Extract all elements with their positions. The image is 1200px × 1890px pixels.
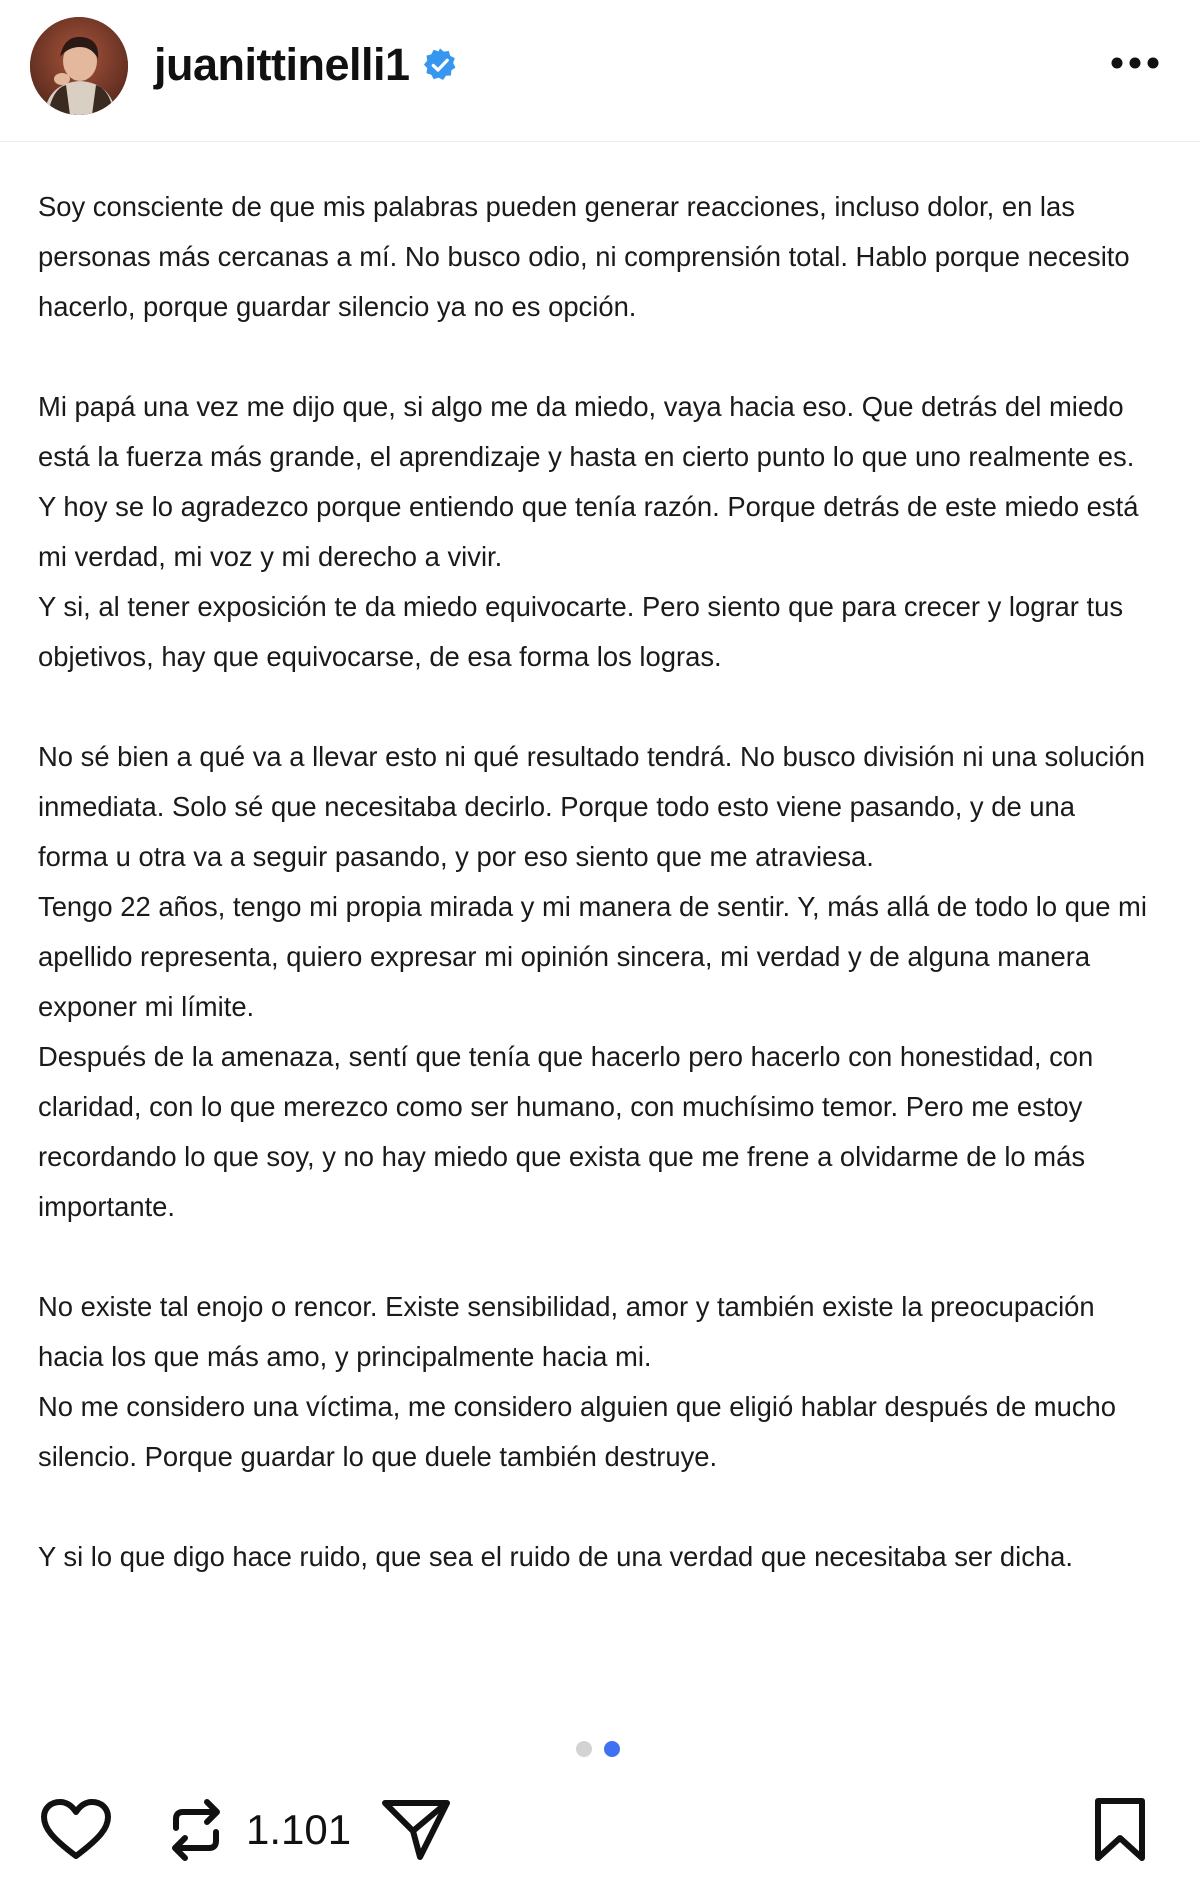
action-bar [0,1790,1200,1870]
paragraph-spacer [38,1232,1148,1282]
repost-icon [164,1795,228,1865]
more-horizontal-icon [1110,56,1160,70]
save-button[interactable] [1090,1790,1150,1870]
paragraph-2: Mi papá una vez me dijo que, si algo me da miedo, vaya hacia eso. Que detrás del miedo está la fuerza más grande, el aprendizaje y hasta en cierto punto lo que uno realmente es. Y hoy se lo agradezco porque entiendo que tenía razón. Porque detrás de este miedo está mi verdad, mi voz y mi derecho a vivir. [38,391,1139,572]
paragraph-8: No me considero una víctima, me considero alguien que eligió hablar después de mucho silencio. Porque guardar lo que duele también destruye. [38,1391,1116,1472]
verified-check-icon [422,47,458,83]
paragraph-spacer [38,682,1148,732]
paragraph-spacer [38,332,1148,382]
carousel-indicator [576,1741,620,1757]
avatar[interactable] [30,17,128,115]
send-icon [380,1797,452,1863]
bookmark-icon [1090,1796,1150,1864]
paragraph-3: Y si, al tener exposición te da miedo equivocarte. Pero siento que para crecer y lograr tus objetivos, hay que equivocarse, de esa forma los logras. [38,591,1124,672]
paragraph-7: No existe tal enojo o rencor. Existe sensibilidad, amor y también existe la preocupación hacia los que más amo, y principalmente hacia mi. [38,1291,1095,1372]
paragraph-9: Y si lo que digo hace ruido, que sea el ruido de una verdad que necesitaba ser dicha. [38,1541,1073,1572]
paragraph-4: No sé bien a qué va a llevar esto ni qué resultado tendrá. No busco división ni una solución inmediata. Solo sé que necesitaba decirlo. Porque todo esto viene pasando, y de una forma u otra va a seguir pasando, y por eso siento que me atraviesa. [38,741,1145,872]
like-button[interactable] [40,1790,112,1870]
paragraph-1: Soy consciente de que mis palabras pueden generar reacciones, incluso dolor, en las personas más cercanas a mí. No busco odio, ni comprensión total. Hablo porque necesito hacerlo, porque guardar silencio ya no es opción. [38,191,1130,322]
username[interactable]: juanittinelli1 [154,39,410,90]
carousel-dot-2[interactable] [604,1741,620,1757]
heart-icon [40,1798,112,1862]
repost-button[interactable] [164,1790,351,1870]
share-button[interactable] [380,1790,452,1870]
carousel-dot-1[interactable] [576,1741,592,1757]
post-header [0,0,1200,142]
username-row [154,33,458,97]
paragraph-6: Después de la amenaza, sentí que tenía que hacerlo pero hacerlo con honestidad, con claridad, con lo que merezco como ser humano, con muchísimo temor. Pero me estoy recordando lo que soy, y no hay miedo que exista que me frene a olvidarme de lo más importante. [38,1041,1094,1222]
post-text [38,182,1148,1582]
more-options-button[interactable] [1102,38,1168,88]
repost-count: 1.101 [246,1806,352,1853]
paragraph-spacer [38,1482,1148,1532]
paragraph-5: Tengo 22 años, tengo mi propia mirada y mi manera de sentir. Y, más allá de todo lo que mi apellido representa, quiero expresar mi opinión sincera, mi verdad y de alguna manera exponer mi límite. [38,891,1147,1022]
